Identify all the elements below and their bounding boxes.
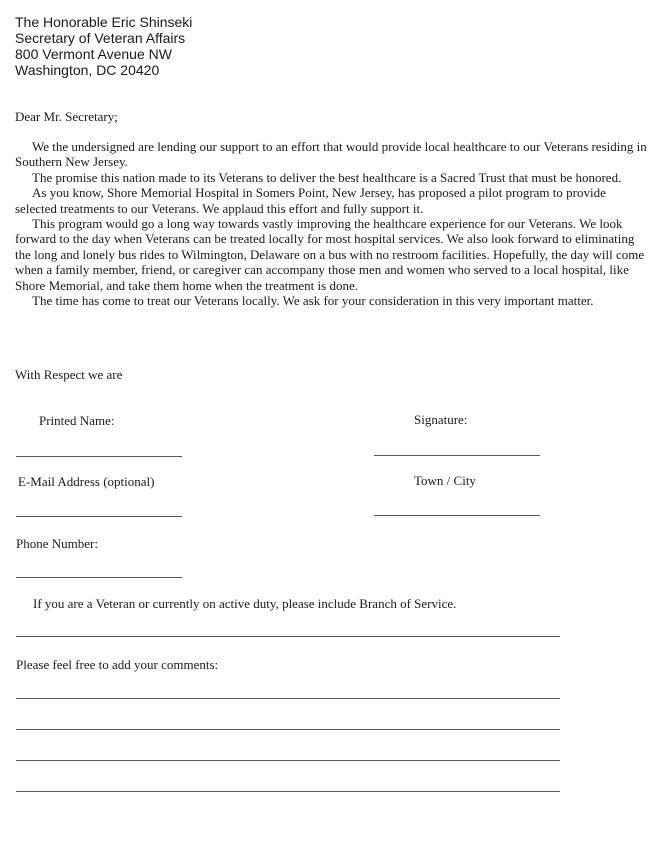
letter-body [15, 139, 647, 308]
paragraph: The promise this nation made to its Veterans to deliver the best healthcare is a Sacred Trust that must be honored. [32, 169, 622, 185]
closing: With Respect we are [15, 367, 123, 382]
paragraph: The time has come to treat our Veterans locally. We ask for your consideration in this very important matter. [32, 293, 594, 309]
recipient-address-block [15, 14, 415, 78]
comments-label: Please feel free to add your comments: [16, 657, 219, 672]
comments-line[interactable] [16, 791, 560, 792]
comments-line[interactable] [16, 729, 560, 730]
signature-field[interactable] [374, 455, 540, 456]
paragraph: We the undersigned are lending our support to an effort that would provide local healthcare to our Veterans residing in Southern New Jersey. [15, 139, 647, 170]
branch-of-service-label: If you are a Veteran or currently on active duty, please include Branch of Service. [33, 596, 457, 611]
phone-label: Phone Number: [16, 536, 98, 551]
printed-name-field[interactable] [16, 456, 182, 457]
recipient-city: Washington, DC 20420 [15, 62, 160, 78]
recipient-name: The Honorable Eric Shinseki [15, 14, 193, 30]
paragraph: As you know, Shore Memorial Hospital in Somers Point, New Jersey, has proposed a pilot program to provide selected treatments to our Veterans. We applaud this effort and fully support it. [15, 185, 606, 216]
paragraph: This program would go a long way towards vastly improving the healthcare experience for our Veterans. We look forward to the day when Veterans can be treated locally for most hospital services. We also look forward to eliminating the long and lonely bus rides to Wilmington, Delaware on a bus with no restroom facilities. Hopefully, the day will come when a family member, friend, or caregiver can accompany those men and women who served to a local hospital, like Shore Memorial, and take them home when the treatment is done. [15, 216, 645, 293]
signature-label: Signature: [414, 412, 468, 427]
comments-line[interactable] [16, 760, 560, 761]
branch-of-service-field[interactable] [16, 636, 560, 637]
salutation: Dear Mr. Secretary; [15, 109, 118, 124]
printed-name-label: Printed Name: [39, 413, 115, 428]
phone-field[interactable] [16, 577, 182, 578]
email-field[interactable] [16, 516, 182, 517]
town-city-field[interactable] [374, 515, 540, 516]
comments-line[interactable] [16, 698, 560, 699]
recipient-street: 800 Vermont Avenue NW [15, 46, 172, 62]
town-city-label: Town / City [414, 473, 476, 488]
email-label: E-Mail Address (optional) [18, 474, 155, 489]
recipient-title: Secretary of Veteran Affairs [15, 30, 186, 46]
